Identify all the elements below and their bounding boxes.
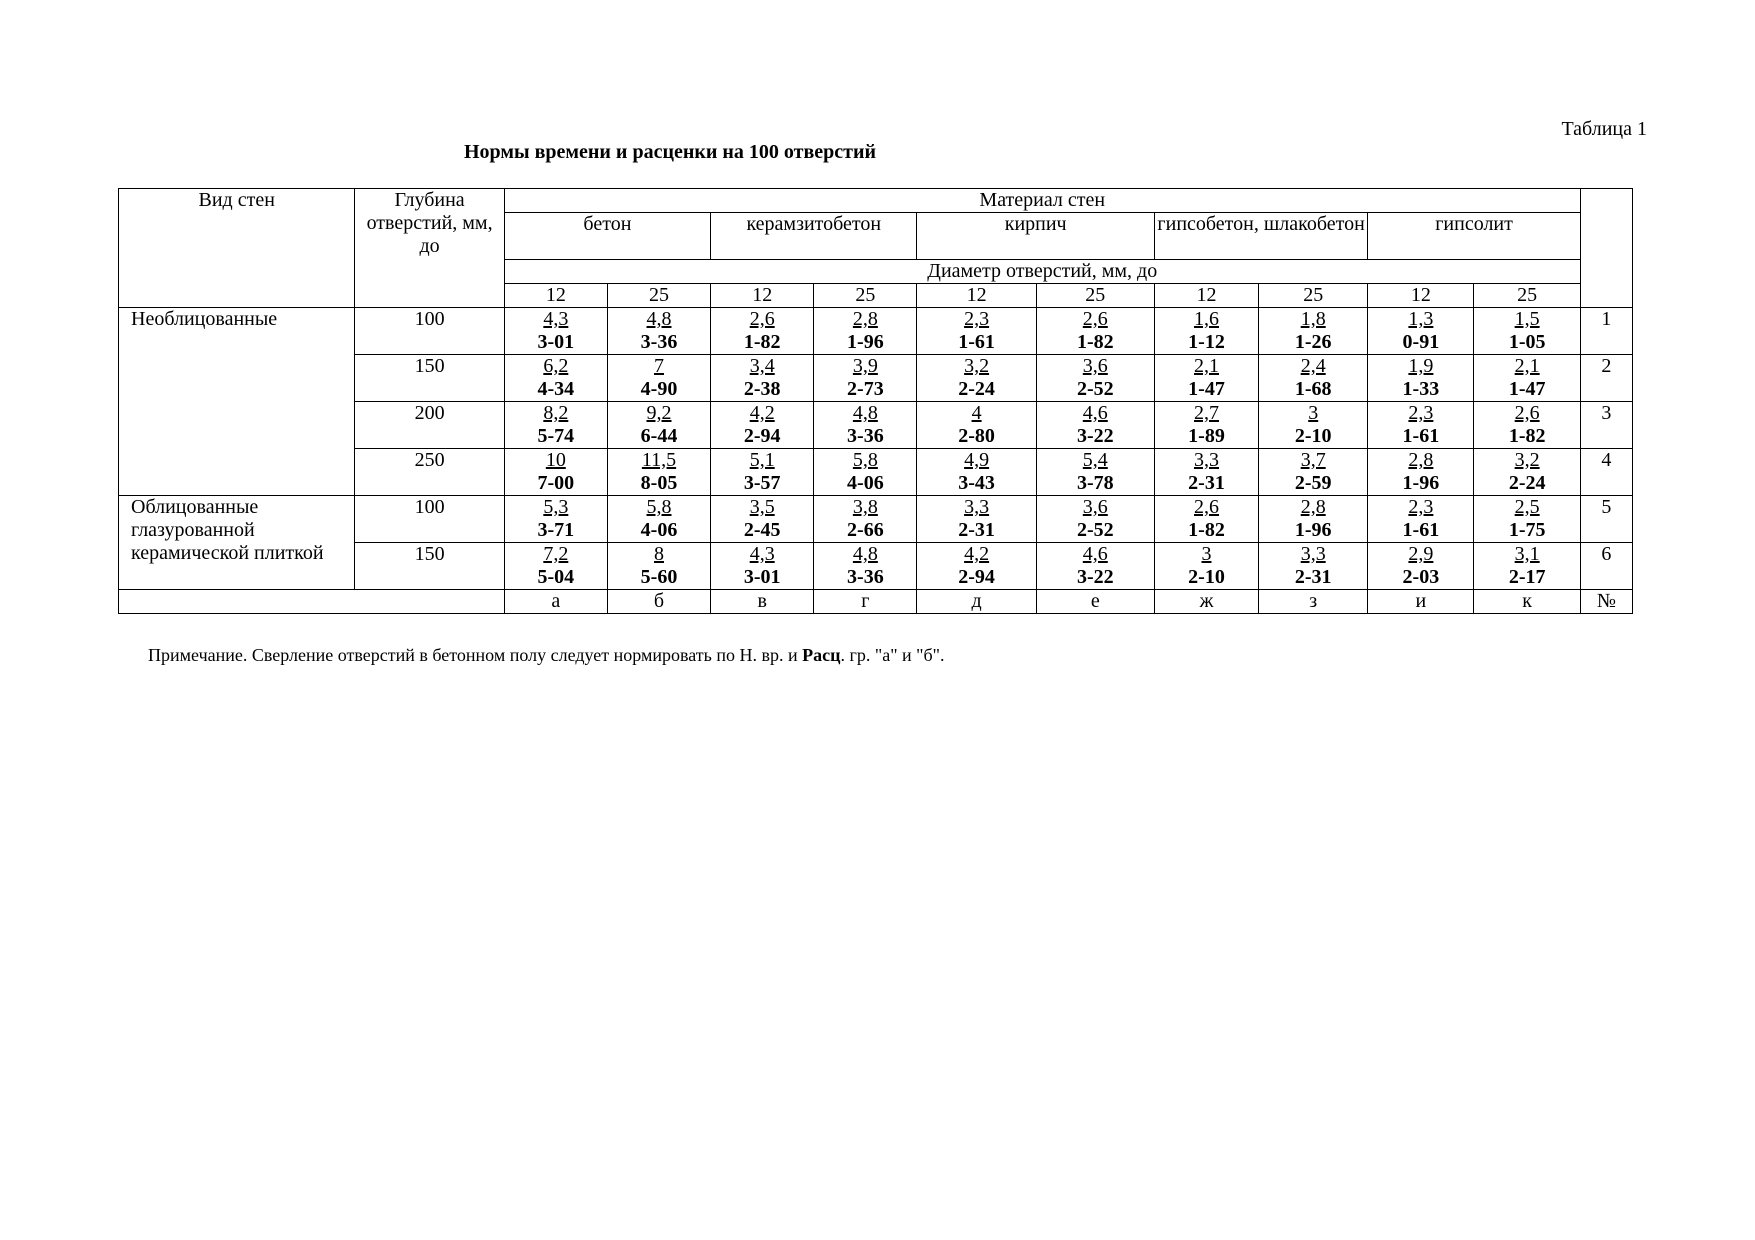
- value-cell: [607, 308, 710, 355]
- row-number: 1: [1580, 308, 1632, 355]
- time-norm: 3,3: [1194, 449, 1219, 471]
- time-norm: 2,8: [1408, 449, 1434, 471]
- value-cell: [917, 402, 1036, 449]
- header-material-gypsolite: гипсолит: [1368, 213, 1581, 260]
- price-rate: 2-10: [1188, 566, 1225, 588]
- price-rate: 2-31: [1188, 472, 1225, 494]
- price-rate: 2-10: [1294, 425, 1332, 447]
- time-norm: 2,6: [1514, 402, 1540, 424]
- value-cell: [917, 543, 1036, 590]
- header-diameter-value: 25: [1259, 284, 1368, 308]
- header-material: Материал стен: [504, 189, 1580, 213]
- time-norm: 2,6: [1194, 496, 1219, 518]
- time-norm: 3,6: [1082, 496, 1108, 518]
- value-cell: [1154, 543, 1258, 590]
- value-cell: [607, 543, 710, 590]
- header-diameter-value: 12: [1368, 284, 1474, 308]
- value-cell: [1259, 355, 1368, 402]
- time-norm: 2,8: [852, 308, 878, 330]
- note: [148, 643, 945, 667]
- value-cell: [1368, 355, 1474, 402]
- time-norm: 2,6: [749, 308, 775, 330]
- value-cell: [1474, 449, 1580, 496]
- price-rate: 5-60: [640, 566, 678, 588]
- price-rate: 5-74: [537, 425, 575, 447]
- time-norm: 5,1: [749, 449, 775, 471]
- price-rate: 1-89: [1188, 425, 1225, 447]
- price-rate: 1-12: [1188, 331, 1225, 353]
- price-rate: 2-45: [743, 519, 781, 541]
- time-norm: 5,8: [646, 496, 672, 518]
- page-title: Нормы времени и расценки на 100 отверстий: [463, 141, 877, 163]
- table-row: [119, 308, 1633, 355]
- row-number: 6: [1580, 543, 1632, 590]
- row-number: 5: [1580, 496, 1632, 543]
- value-cell: [1259, 402, 1368, 449]
- value-cell: [711, 308, 814, 355]
- price-rate: 1-61: [1402, 519, 1440, 541]
- time-norm: 4,6: [1082, 543, 1108, 565]
- time-norm: 4: [971, 402, 982, 424]
- price-rate: 1-61: [1402, 425, 1440, 447]
- wall-type-cell: Необлицованные: [119, 308, 355, 496]
- price-rate: 3-43: [958, 472, 995, 494]
- time-norm: 3: [1308, 402, 1319, 424]
- price-rate: 2-17: [1508, 566, 1546, 588]
- price-rate: 1-68: [1294, 378, 1332, 400]
- price-rate: 3-22: [1076, 566, 1114, 588]
- value-cell: [1036, 402, 1154, 449]
- header-diameter-value: 12: [711, 284, 814, 308]
- value-cell: [1036, 308, 1154, 355]
- time-norm: 1,3: [1408, 308, 1434, 330]
- value-cell: [814, 496, 917, 543]
- value-cell: [814, 308, 917, 355]
- row-number: 2: [1580, 355, 1632, 402]
- time-norm: 2,1: [1514, 355, 1540, 377]
- price-rate: 2-52: [1076, 519, 1114, 541]
- row-number: 4: [1580, 449, 1632, 496]
- footer-empty: [119, 590, 505, 614]
- value-cell: [711, 543, 814, 590]
- price-rate: 2-38: [743, 378, 781, 400]
- header-diameter-value: 25: [1474, 284, 1580, 308]
- time-norm: 1,6: [1194, 308, 1219, 330]
- value-cell: [504, 543, 607, 590]
- price-rate: 1-82: [1508, 425, 1546, 447]
- depth-cell: 100: [355, 308, 504, 355]
- price-rate: 3-22: [1076, 425, 1114, 447]
- time-norm: 3,8: [852, 496, 878, 518]
- price-rate: 1-33: [1402, 378, 1440, 400]
- note-bold: Расц: [802, 645, 841, 665]
- column-letter: б: [607, 590, 710, 614]
- time-norm: 2,8: [1300, 496, 1326, 518]
- value-cell: [504, 355, 607, 402]
- price-rate: 2-59: [1294, 472, 1332, 494]
- time-norm: 2,3: [1408, 402, 1434, 424]
- column-letter: з: [1259, 590, 1368, 614]
- price-rate: 1-47: [1508, 378, 1546, 400]
- value-cell: [711, 402, 814, 449]
- time-norm: 9,2: [646, 402, 672, 424]
- time-norm: 7: [654, 355, 664, 377]
- column-letter: е: [1036, 590, 1154, 614]
- value-cell: [1368, 496, 1474, 543]
- price-rate: 2-73: [847, 378, 884, 400]
- value-cell: [1259, 496, 1368, 543]
- time-norm: 2,6: [1082, 308, 1108, 330]
- price-rate: 1-26: [1294, 331, 1332, 353]
- depth-cell: 150: [355, 543, 504, 590]
- price-rate: 4-06: [640, 519, 678, 541]
- value-cell: [1154, 308, 1258, 355]
- value-cell: [504, 449, 607, 496]
- time-norm: 3,6: [1082, 355, 1108, 377]
- header-material-brick: кирпич: [917, 213, 1154, 260]
- time-norm: 1,8: [1300, 308, 1326, 330]
- time-norm: 3,9: [852, 355, 878, 377]
- value-cell: [1154, 402, 1258, 449]
- value-cell: [917, 449, 1036, 496]
- time-norm: 3,2: [1514, 449, 1540, 471]
- value-cell: [917, 496, 1036, 543]
- price-rate: 7-00: [537, 472, 575, 494]
- header-material-gypsum-concrete: гипсобетон, шлакобетон: [1154, 213, 1367, 260]
- time-norm: 8,2: [543, 402, 569, 424]
- price-rate: 4-90: [640, 378, 678, 400]
- time-norm: 5,3: [543, 496, 569, 518]
- column-letter: к: [1474, 590, 1580, 614]
- column-letter: г: [814, 590, 917, 614]
- value-cell: [504, 496, 607, 543]
- value-cell: [1036, 449, 1154, 496]
- value-cell: [1368, 308, 1474, 355]
- time-norm: 4,6: [1082, 402, 1108, 424]
- time-norm: 3,3: [964, 496, 990, 518]
- header-num-empty: [1580, 189, 1632, 308]
- column-letter: ж: [1154, 590, 1258, 614]
- column-letter: а: [504, 590, 607, 614]
- value-cell: [1474, 543, 1580, 590]
- value-cell: [1259, 449, 1368, 496]
- time-norm: 4,8: [852, 402, 878, 424]
- time-norm: 7,2: [543, 543, 569, 565]
- price-rate: 1-75: [1508, 519, 1546, 541]
- time-norm: 2,4: [1300, 355, 1326, 377]
- value-cell: [917, 308, 1036, 355]
- time-norm: 3,4: [749, 355, 775, 377]
- time-norm: 2,5: [1514, 496, 1540, 518]
- header-diameter: Диаметр отверстий, мм, до: [504, 260, 1580, 284]
- footer-row: [119, 590, 1633, 614]
- value-cell: [1259, 543, 1368, 590]
- time-norm: 1,5: [1514, 308, 1540, 330]
- value-cell: [1474, 355, 1580, 402]
- value-cell: [1474, 308, 1580, 355]
- value-cell: [711, 496, 814, 543]
- time-norm: 11,5: [641, 449, 677, 471]
- depth-cell: 200: [355, 402, 504, 449]
- time-norm: 3,1: [1514, 543, 1540, 565]
- time-norm: 4,9: [964, 449, 990, 471]
- price-rate: 8-05: [640, 472, 678, 494]
- value-cell: [607, 402, 710, 449]
- price-rate: 3-36: [640, 331, 678, 353]
- value-cell: [607, 449, 710, 496]
- price-rate: 2-31: [1294, 566, 1332, 588]
- depth-cell: 100: [355, 496, 504, 543]
- price-rate: 2-94: [743, 425, 781, 447]
- price-rate: 4-34: [537, 378, 575, 400]
- time-norm: 4,8: [852, 543, 878, 565]
- value-cell: [1036, 543, 1154, 590]
- price-rate: 2-24: [958, 378, 995, 400]
- column-letter: в: [711, 590, 814, 614]
- column-letter: д: [917, 590, 1036, 614]
- time-norm: 4,2: [964, 543, 990, 565]
- price-rate: 1-82: [1188, 519, 1225, 541]
- time-norm: 1,9: [1408, 355, 1434, 377]
- time-norm: 2,7: [1194, 402, 1219, 424]
- depth-cell: 250: [355, 449, 504, 496]
- time-norm: 3,5: [749, 496, 775, 518]
- value-cell: [1368, 449, 1474, 496]
- value-cell: [814, 449, 917, 496]
- time-norm: 2,9: [1408, 543, 1434, 565]
- time-norm: 3,2: [964, 355, 990, 377]
- norms-table: [118, 188, 1633, 614]
- time-norm: 4,8: [646, 308, 672, 330]
- value-cell: [607, 355, 710, 402]
- value-cell: [1154, 355, 1258, 402]
- value-cell: [814, 402, 917, 449]
- header-diameter-value: 12: [917, 284, 1036, 308]
- value-cell: [814, 543, 917, 590]
- price-rate: 1-61: [958, 331, 995, 353]
- value-cell: [711, 449, 814, 496]
- price-rate: 1-82: [743, 331, 781, 353]
- value-cell: [607, 496, 710, 543]
- header-diameter-value: 12: [1154, 284, 1258, 308]
- value-cell: [1154, 449, 1258, 496]
- header-diameter-value: 25: [607, 284, 710, 308]
- header-diameter-value: 12: [504, 284, 607, 308]
- header-material-claydite: керамзитобетон: [711, 213, 917, 260]
- time-norm: 6,2: [543, 355, 569, 377]
- header-material-concrete: бетон: [504, 213, 710, 260]
- time-norm: 10: [545, 449, 566, 471]
- time-norm: 5,4: [1082, 449, 1108, 471]
- price-rate: 4-06: [847, 472, 884, 494]
- price-rate: 3-71: [537, 519, 575, 541]
- time-norm: 2,1: [1194, 355, 1219, 377]
- price-rate: 1-05: [1508, 331, 1546, 353]
- price-rate: 1-96: [1402, 472, 1440, 494]
- header-diameter-value: 25: [814, 284, 917, 308]
- price-rate: 2-31: [958, 519, 995, 541]
- price-rate: 3-78: [1076, 472, 1114, 494]
- table-row: [119, 496, 1633, 543]
- price-rate: 2-24: [1508, 472, 1546, 494]
- price-rate: 2-03: [1402, 566, 1440, 588]
- value-cell: [1368, 543, 1474, 590]
- time-norm: 2,3: [964, 308, 990, 330]
- note-text: Примечание. Сверление отверстий в бетонном полу следует нормировать по Н. вр. и: [148, 645, 803, 665]
- value-cell: [504, 308, 607, 355]
- value-cell: [1154, 496, 1258, 543]
- value-cell: [1259, 308, 1368, 355]
- time-norm: 5,8: [852, 449, 878, 471]
- value-cell: [814, 355, 917, 402]
- price-rate: 1-82: [1076, 331, 1114, 353]
- price-rate: 3-36: [847, 425, 884, 447]
- note-text-end: . гр. "а" и "б".: [840, 645, 945, 665]
- price-rate: 6-44: [640, 425, 678, 447]
- price-rate: 5-04: [537, 566, 575, 588]
- price-rate: 0-91: [1402, 331, 1440, 353]
- header-diameter-value: 25: [1036, 284, 1154, 308]
- time-norm: 3,7: [1300, 449, 1326, 471]
- table-label: Таблица 1: [1561, 118, 1647, 140]
- wall-type-cell: Облицованные глазурованной керамической плиткой: [119, 496, 355, 590]
- column-letter: и: [1368, 590, 1474, 614]
- value-cell: [1474, 496, 1580, 543]
- price-rate: 2-80: [958, 425, 995, 447]
- price-rate: 3-01: [537, 331, 575, 353]
- price-rate: 1-96: [1294, 519, 1332, 541]
- price-rate: 3-57: [743, 472, 781, 494]
- header-wall-type: Вид стен: [119, 189, 355, 308]
- price-rate: 3-36: [847, 566, 884, 588]
- row-number: 3: [1580, 402, 1632, 449]
- time-norm: 4,3: [543, 308, 569, 330]
- value-cell: [711, 355, 814, 402]
- depth-cell: 150: [355, 355, 504, 402]
- time-norm: 8: [654, 543, 664, 565]
- value-cell: [1474, 402, 1580, 449]
- value-cell: [1036, 355, 1154, 402]
- footer-num-sign: №: [1580, 590, 1632, 614]
- price-rate: 2-52: [1076, 378, 1114, 400]
- value-cell: [1368, 402, 1474, 449]
- price-rate: 1-47: [1188, 378, 1225, 400]
- price-rate: 2-94: [958, 566, 995, 588]
- price-rate: 3-01: [743, 566, 781, 588]
- value-cell: [504, 402, 607, 449]
- time-norm: 3,3: [1300, 543, 1326, 565]
- time-norm: 4,3: [749, 543, 775, 565]
- price-rate: 2-66: [847, 519, 884, 541]
- time-norm: 2,3: [1408, 496, 1434, 518]
- value-cell: [1036, 496, 1154, 543]
- time-norm: 3: [1201, 543, 1212, 565]
- time-norm: 4,2: [749, 402, 775, 424]
- value-cell: [917, 355, 1036, 402]
- header-depth: Глубина отверстий, мм, до: [355, 189, 504, 308]
- price-rate: 1-96: [847, 331, 884, 353]
